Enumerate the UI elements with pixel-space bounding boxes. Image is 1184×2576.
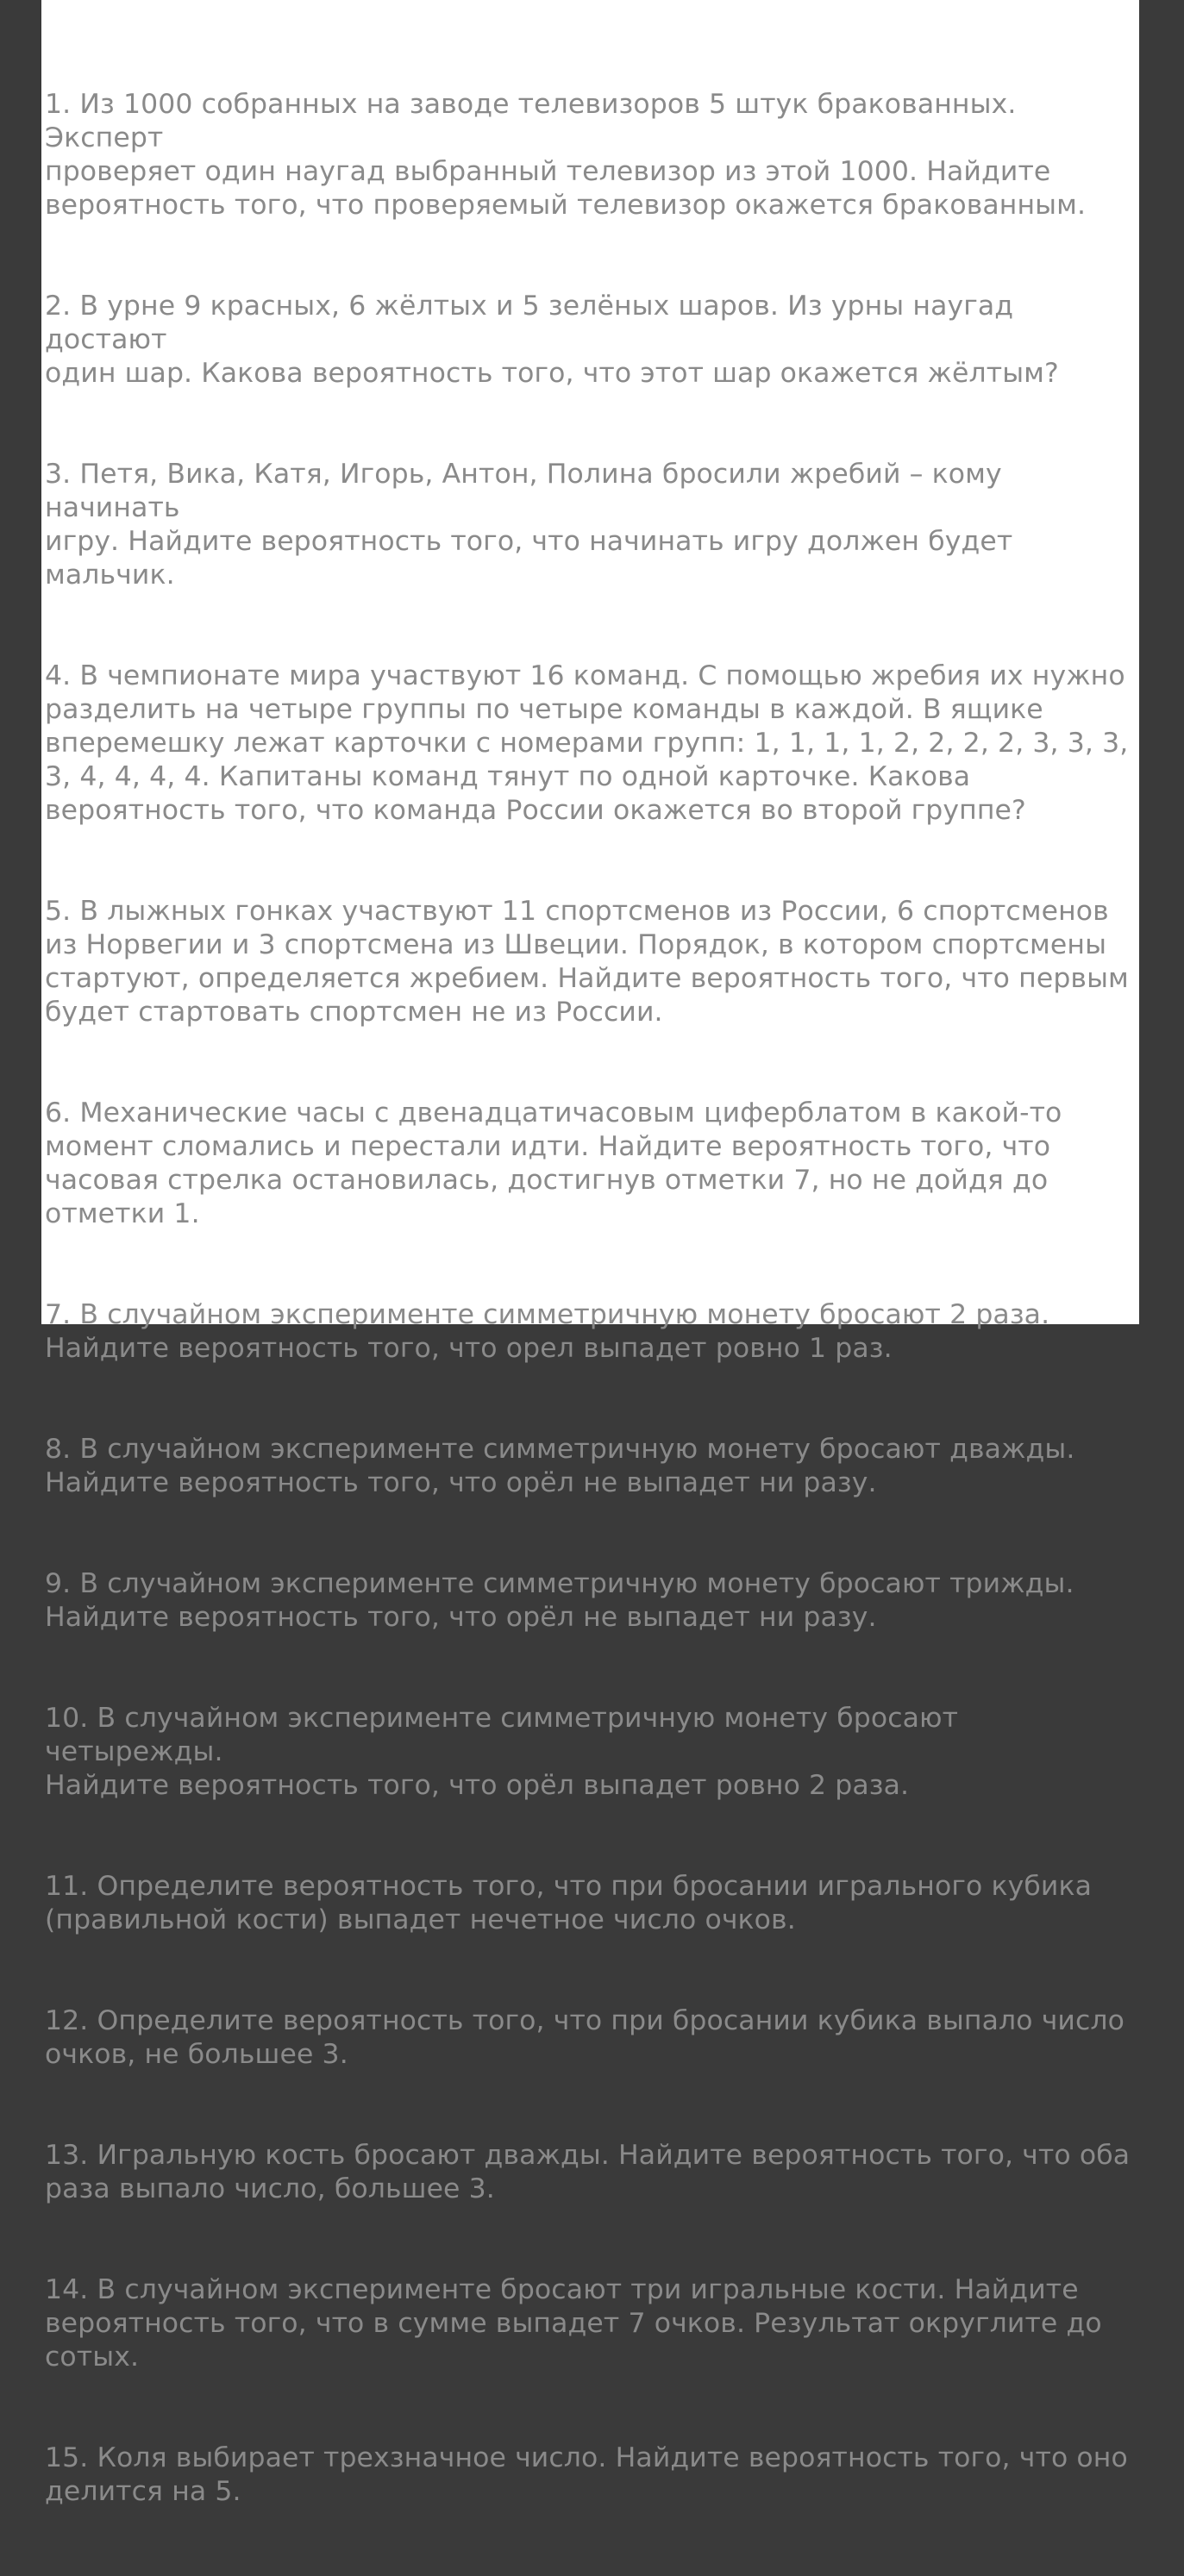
problem-list bbox=[45, 21, 1137, 2576]
problem-4: 4. В чемпионате мира участвуют 16 команд. С помощью жребия их нужно разделить на четыре группы по четыре команды в каждой. В ящике вперемешку лежат карточки с номерами групп: 1, 1, 1, 1, 2, 2, 2, 2, 3, 3, 3, 3, 4, 4, 4, 4. Капитаны команд тянут по одной карточке. Какова вероятность того, что команда России окажется во второй группе? bbox=[45, 660, 1129, 826]
problem-3: 3. Петя, Вика, Катя, Игорь, Антон, Полина бросили жребий – кому начинать игру. Найдите вероятность того, что начинать игру должен будет мальчик. bbox=[45, 459, 1013, 591]
problem-14: 14. В случайном эксперименте бросают три игральные кости. Найдите вероятность того, что в сумме выпадет 7 очков. Результат округлите до сотых. bbox=[45, 2274, 1102, 2373]
problem-5: 5. В лыжных гонках участвуют 11 спортсменов из России, 6 спортсменов из Норвегии и 3 спортсмена из Швеции. Порядок, в котором спортсмены стартуют, определяется жребием. Найдите вероятность того, что первым будет стартовать спортсмен не из России. bbox=[45, 896, 1129, 1028]
problem-9: 9. В случайном эксперименте симметричную монету бросают трижды. Найдите вероятность того, что орёл не выпадет ни разу. bbox=[45, 1568, 1074, 1633]
problem-8: 8. В случайном эксперименте симметричную монету бросают дважды. Найдите вероятность того, что орёл не выпадет ни разу. bbox=[45, 1434, 1075, 1498]
problem-11: 11. Определите вероятность того, что при бросании игрального кубика (правильной кости) выпадет нечетное число очков. bbox=[45, 1871, 1092, 1935]
problem-7: 7. В случайном эксперименте симметричную монету бросают 2 раза. Найдите вероятность того, что орел выпадет ровно 1 раз. bbox=[45, 1299, 1050, 1364]
problem-15: 15. Коля выбирает трехзначное число. Найдите вероятность того, что оно делится на 5. bbox=[45, 2442, 1128, 2507]
problem-6: 6. Механические часы с двенадцатичасовым циферблатом в какой-то момент сломались и перестали идти. Найдите вероятность того, что часовая стрелка остановилась, достигнув отметки 7, но не дойдя до отметки 1. bbox=[45, 1097, 1062, 1229]
problem-1: 1. Из 1000 собранных на заводе телевизоров 5 штук бракованных. Эксперт проверяет один наугад выбранный телевизор из этой 1000. Найдите вероятность того, что проверяемый телевизор окажется бракованным. bbox=[45, 89, 1087, 221]
document-page[interactable] bbox=[41, 0, 1139, 2507]
problem-2: 2. В урне 9 красных, 6 жёлтых и 5 зелёных шаров. Из урны наугад достают один шар. Какова вероятность того, что этот шар окажется жёлтым? bbox=[45, 291, 1059, 389]
problem-12: 12. Определите вероятность того, что при бросании кубика выпало число очков, не большее 3. bbox=[45, 2005, 1125, 2070]
problem-13: 13. Игральную кость бросают дважды. Найдите вероятность того, что оба раза выпало число, большее 3. bbox=[45, 2140, 1131, 2204]
problem-10: 10. В случайном эксперименте симметричную монету бросают четырежды. Найдите вероятность того, что орёл выпадет ровно 2 раза. bbox=[45, 1703, 959, 1801]
